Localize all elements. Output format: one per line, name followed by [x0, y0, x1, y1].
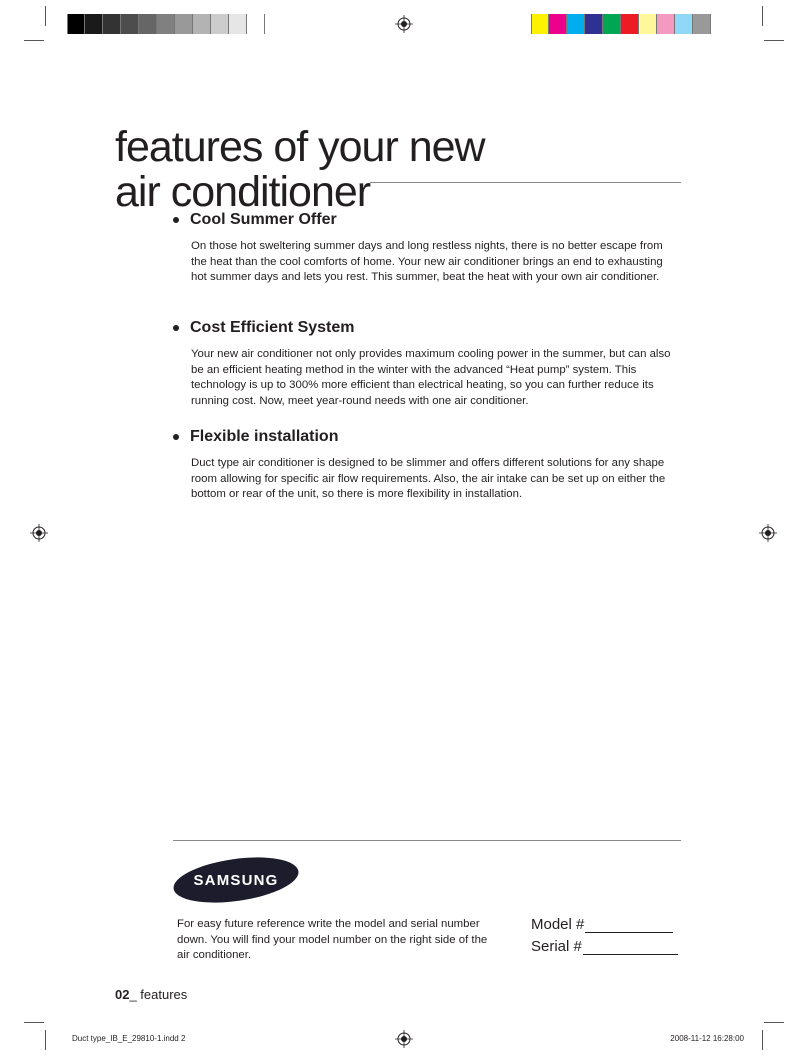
feature-body: Your new air conditioner not only provides maximum cooling power in the summer, but can also be an efficient heating method in the winter with the advanced “Heat pump” system. This technology is up to 300% more efficient than electrical heating, so you can further reduce its running cost. Now, meet year-round needs with one air conditioner. — [191, 348, 671, 407]
bullet-icon — [173, 325, 179, 331]
color-swatch — [693, 14, 711, 34]
page-title-line-2: air conditioner — [115, 167, 371, 216]
model-label: Model # — [531, 916, 585, 933]
registration-mark-icon — [30, 524, 48, 542]
model-number-field — [531, 916, 673, 933]
color-swatch — [657, 14, 675, 34]
footer-divider — [173, 840, 681, 841]
page-title-line-1: features of your new — [115, 122, 485, 171]
color-swatch — [675, 14, 693, 34]
crop-mark — [764, 1022, 784, 1023]
color-swatch — [603, 14, 621, 34]
crop-mark — [24, 1022, 44, 1023]
page-section-label: _ features — [129, 987, 188, 1002]
registration-mark-icon — [759, 524, 777, 542]
crop-mark — [45, 1030, 46, 1050]
serial-write-line — [583, 940, 678, 955]
color-swatch — [103, 14, 121, 34]
color-swatch — [67, 14, 85, 34]
feature-section-cost-efficient — [170, 319, 680, 409]
serial-label: Serial # — [531, 938, 582, 955]
title-divider — [370, 182, 681, 183]
color-swatch — [85, 14, 103, 34]
feature-body: On those hot sweltering summer days and long restless nights, there is no better escape from the heat than the cool comforts of home. Your new air conditioner brings an end to exhausting hot summer days and lets you rest. This summer, beat the heat with your own air conditioner. — [191, 240, 663, 283]
slug-filename: Duct type_IB_E_29810-1.indd 2 — [72, 1034, 186, 1043]
model-write-line — [585, 918, 673, 933]
color-swatch — [157, 14, 175, 34]
feature-heading — [170, 319, 680, 337]
page-footer — [115, 987, 187, 1002]
color-swatch — [621, 14, 639, 34]
color-swatch — [247, 14, 265, 34]
color-swatch — [193, 14, 211, 34]
samsung-logo — [172, 857, 300, 903]
feature-section-cool-summer — [170, 211, 680, 286]
feature-heading-text: Cost Efficient System — [190, 319, 355, 336]
registration-mark-icon — [395, 1030, 413, 1048]
slug-timestamp: 2008-11-12 16:28:00 — [670, 1034, 744, 1043]
serial-number-field — [531, 938, 678, 955]
crop-mark — [762, 6, 763, 26]
feature-body: Duct type air conditioner is designed to be slimmer and offers different solutions for any shape room allowing for specific air flow requirements. Also, the air intake can be set up on either the bottom or rear of the unit, so there is more flexibility in installation. — [191, 457, 666, 500]
feature-heading-text: Flexible installation — [190, 428, 339, 445]
feature-heading — [170, 428, 680, 446]
process-color-bar — [531, 14, 711, 34]
color-swatch — [531, 14, 549, 34]
color-swatch — [549, 14, 567, 34]
bullet-icon — [173, 434, 179, 440]
color-swatch — [585, 14, 603, 34]
crop-mark — [762, 1030, 763, 1050]
color-swatch — [567, 14, 585, 34]
color-swatch — [211, 14, 229, 34]
color-swatch — [175, 14, 193, 34]
color-swatch — [639, 14, 657, 34]
registration-mark-icon — [395, 15, 413, 33]
color-swatch — [121, 14, 139, 34]
feature-section-flexible-installation — [170, 428, 680, 503]
bullet-icon — [173, 217, 179, 223]
page-title — [115, 122, 685, 216]
logo-text: SAMSUNG — [193, 872, 279, 889]
color-swatch — [229, 14, 247, 34]
feature-heading — [170, 211, 680, 229]
crop-mark — [764, 40, 784, 41]
feature-heading-text: Cool Summer Offer — [190, 211, 337, 228]
page-number: 02 — [115, 987, 130, 1002]
crop-mark — [45, 6, 46, 26]
reference-note: For easy future reference write the model and serial number down. You will find your model number on the right side of the air conditioner. — [177, 918, 488, 961]
color-swatch — [139, 14, 157, 34]
grayscale-color-bar — [67, 14, 265, 34]
crop-mark — [24, 40, 44, 41]
